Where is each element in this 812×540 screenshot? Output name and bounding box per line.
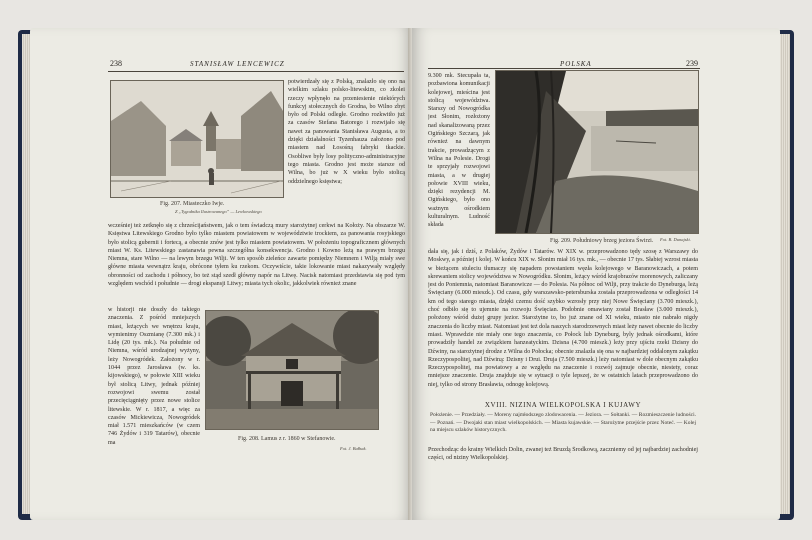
left-body-text: wcześniej też zetknęło się z chrześcijaństwem, jak o tem świadczą mury starożytnej cerkwi na Kołoży. Na obszarze W. Księstwa Litewskiego Grodno było tylko miastem powiatowem w województwie trockiem, za panowania rosyjskiego było stolicą gubernii i fortecą, a obecnie znów jest tylko miastem powiatowem. W położeniu topograficznem głównych miast W. Ks. Litewskiego zastanawia pewna szczególna konsekwencja. Grodno i Kowno leżą na prawym brzegu Niemna, stare Wilno — na lewym brzegu Wilji. W ten sposób zieleńce zawarte pomiędzy Niemnem i Wilją miały swe główne miasta wewnątrz kraju, obrócone tyłem ku rzekom. Oczywiście, takie lokowanie miast nakazywały względy obronności od zachodu i północy, bo też stąd szedł główny napór na Litwę. Nacisk natomiast przedstawia się pod tym względem wschód i południe — drogi ekspansji Litwy; miasta tych okolic, jakkolwiek również znane [108,223,405,288]
figure-207-caption: Fig. 207. Miasteczko Iwje. [160,201,225,207]
left-page-number: 238 [110,59,122,68]
left-column-text-top: potwierdzały się z Polską, znalazło się ono na wielkim szlaku polsko-litewskim, co zkolei rzeczy wpłynęło na przeniesienie niektórych funkcyj stołecznych do Grodna, bo Wilno zbyt było od Polski odległe. Grodno rozkwitło już za czasów Stefana Batorego i rozwijało się nawet za panowania Stanisława Augusta, a to dzięki działalności Tyzenhauza założono pod miastem nad Łosośną fabryki tkackie. Osobliwe były losy polityczno-administracyjne tego miasta. Grodno jest może starsze od Wilna, bo już w X wieku było stolicą oddzielnego księstwa; [288,79,405,185]
figure-208-credit: Fot. J. Bułhak. [340,446,367,451]
left-column-text-bottom: w historji nie doszły do takiego znaczenia. Z pośród mniejszych miast, leżących we wnętrzu kraju, wymienimy Oszmianę (7.300 mk.) i Lidę (20 tys. mk.). Na południe od Niemna, wśród urodzajnej wyżyny, leży Nowogródek. Założony w r. 1044 przez Jarosława (w. ks. kijowskiego), w połowie XIII wieku był stolicą Litwy, jednak później rozwojowi swemu został przecięciągnięty przez nowe stolice litewskie. W r. 1817, a więc za czasów Mickiewicza, Nowogródek miał 1.571 mieszkańców (w czem 746 Żydów i 319 Tatarów), obecnie ma [108,307,200,446]
section-title: XVIII. NIZINA WIELKOPOLSKA I KUJAWY [484,401,642,409]
right-column-text-top: 9.300 mk. Stecupała ta, pozbawiona komunikacji kolejowej, mieścina jest stolicą województwa. Starszy od Nowogródka jest Słonim, rozłożony nad skanalizowaną przez Ogińskiego Szczarą, jak również na dawnym trakcie, prowadzącym z Wilna na Polesie. Drogi te sprzyjały rozwojowi miasta, a w drugiej połowie XVIII wieku, dzięki rezydencji M. Ogińskiego, było ono ważnym ośrodkiem kulturalnym. Ludność składa [428,73,490,229]
figure-209-image [495,70,699,234]
page-edges-left [22,34,30,514]
figure-208-image [205,310,379,430]
section-intro: Przechodząc do krainy Wielkich Dolin, zwanej też Bruzdą Środkową, zaczniemy od jej najbardziej zachodniej części, od niziny Wielkopolskiej. [428,447,698,462]
lake-shore-photo [496,71,698,233]
figure-207-credit: Z „Tygodnika Ilustrowanego” — Lewkowskiego [175,209,262,214]
right-body-text: dała się, jak i dziś, z Polaków, Żydów i Tatarów. W XIX w. przeprowadzono tędy szosę z Warszawy do Moskwy, a później i kolej. W końcu XIX w. Słonim miał 16 tys. mk., — obecnie 17 tys. Słabiej wzrost miasta w bieżącem stuleciu tłumaczy się napadem powstaniem węzła kolejowego w Baranowiczach, a potem skrewaniem stolicy województwa w Nowogródku. Słonim, leżący wśród krajobrazów morenowych, zaliczany jest do Poniemnia, natomiast Baranowicze — do Polesia. Na północ od Wilji, przy trakcie do Dyneburga, leżą Święciany (6.000 mieszk.). Od czasu, gdy warszawsko-petersburska została przeprowadzona w odległości 14 km od tego starego miasta, dzięki czemu dość szybko wzrosły przy niej Nowe Święciany (3.700 mieszk.), choć odbiło się to ujemnie na rozwoju Święcian. Podobnie omawiany został Brasław (3.000 mieszk.), położony wśród dużej grupy jezior. Starożytne to, bo już znane od XI wieku, miasto nie nabrało nigdy znaczenia do liczby miast. Natomiast jest też dola naszych starodrzewnych miast leży nawet obecnie do liczby miast. Wprawdzie nie miały one tego znaczenia, co Połock lub Dyneburg, byly jednak ośrodkami, które prowadziły handel ze związkiem hanzeatyckim. Dzisna (4.700 mieszk.) leży przy ujściu rzeki Dzisny do Dźwiny, na starożytnej drodze z Wilna do Połocka; obecnie znalazła się ona w najbardziej oddalonym zakątku Rzeczypospolitej, nad Dźwiną: Dzisny i Drui. Druja (7.500 mieszk.) leży natomiast w dole obecnym zakątku Rzeczypospolitej, ma powiatowy a ze względu na znaczenie i rozwój zajmuje obecnie, niestety, coraz mniejsze znaczenie. Druja znajduje się w sytuacji o tyle lepszej, że w ostatnich latach przeprowadzono do niej, tylko od strony Brasławia, odnogę kolejową. [428,249,698,388]
section-summary: Położenie. — Przedziały. — Moreny najmłodszego zlodowacenia. — Jeziora. — Sołtanki. — Rozmieszczenie ludności. — Poznań. — Dwojaki stan miast wielkopolskich. — Miasta kujawskie. — Starożytne przejście przez Noteć. — Kolej na miejscu szlaków historycznych. [430,412,696,433]
right-running-head: POLSKA [560,60,592,68]
page-edges-right [780,34,790,514]
right-page-number: 239 [686,59,698,68]
town-street-sketch [111,81,283,197]
right-head-rule [428,68,700,69]
figure-209-caption: Fig. 209. Południowy brzeg jeziora Świrzi. [550,238,654,244]
left-running-head: STANISŁAW LENCEWICZ [190,60,285,68]
figure-208-caption: Fig. 208. Lamus z r. 1860 w Stefanowie. [238,436,336,442]
left-head-rule [108,71,404,72]
figure-209-credit: Fot. B. Dunajski. [660,237,691,242]
granary-photo [206,311,378,429]
figure-207-image [110,80,284,198]
